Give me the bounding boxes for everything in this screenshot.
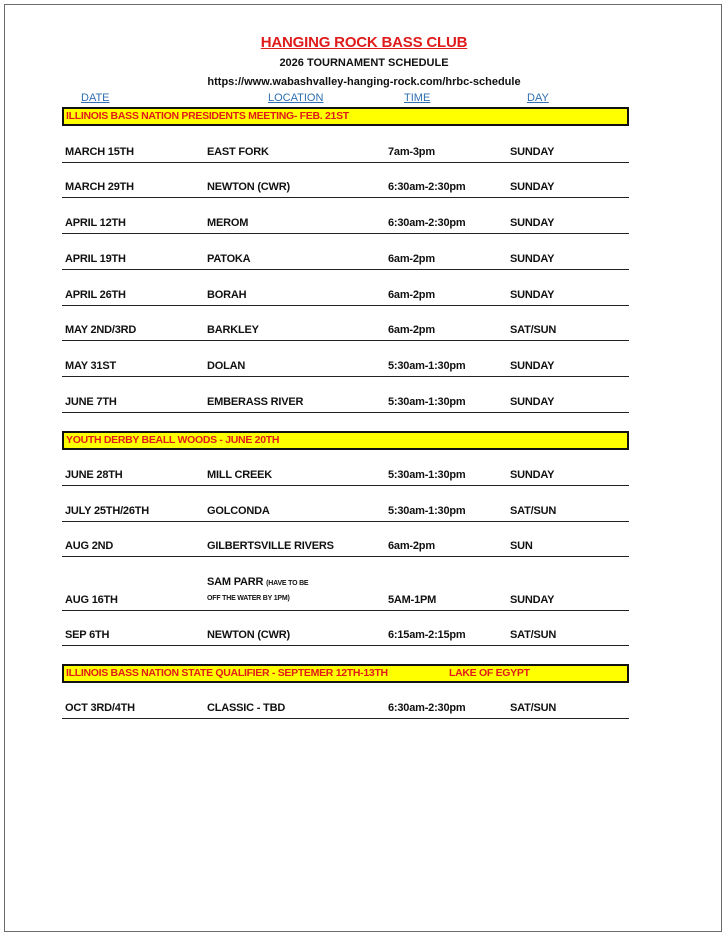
row-day: SAT/SUN — [510, 505, 557, 517]
row-day: SUNDAY — [510, 594, 555, 606]
row-day: SAT/SUN — [510, 324, 557, 336]
table-row — [62, 178, 629, 198]
schedule-url: https://www.wabashvalley-hanging-rock.com/hrbc-schedule — [207, 76, 521, 88]
club-title: HANGING ROCK BASS CLUB — [260, 34, 468, 51]
row-day: SUNDAY — [510, 146, 555, 158]
table-row — [62, 575, 629, 611]
row-time: 6am-2pm — [388, 540, 435, 552]
row-location: CLASSIC - TBD — [207, 702, 286, 714]
row-day: SUN — [510, 540, 533, 552]
table-row — [62, 286, 629, 306]
row-date: MAY 2ND/3RD — [65, 324, 137, 336]
table-row — [62, 626, 629, 646]
row-day: SUNDAY — [510, 396, 555, 408]
row-day: SUNDAY — [510, 360, 555, 372]
row-date: MARCH 29TH — [65, 181, 134, 193]
table-row — [62, 214, 629, 234]
row-time: 6am-2pm — [388, 289, 435, 301]
row-date: APRIL 12TH — [65, 217, 126, 229]
table-row — [62, 321, 629, 341]
row-location: BORAH — [207, 289, 247, 301]
row-date: OCT 3RD/4TH — [65, 702, 135, 714]
table-row — [62, 502, 629, 522]
row-date: AUG 16TH — [65, 594, 118, 606]
row-date: MARCH 15TH — [65, 146, 134, 158]
row-day: SUNDAY — [510, 289, 555, 301]
row-time: 5AM-1PM — [388, 594, 437, 606]
row-date: MAY 31ST — [65, 360, 116, 372]
row-date: JUNE 7TH — [65, 396, 117, 408]
event-banner-youth-derby — [62, 431, 629, 450]
table-row — [62, 250, 629, 270]
row-location: DOLAN — [207, 360, 246, 372]
row-date: JULY 25TH/26TH — [65, 505, 150, 517]
banner-text: YOUTH DERBY BEALL WOODS - JUNE 20TH — [66, 434, 280, 446]
row-time: 6:30am-2:30pm — [388, 702, 466, 714]
row-location: SAM PARR — [207, 576, 264, 588]
row-location: NEWTON (CWR) — [207, 181, 290, 193]
table-row — [62, 466, 629, 486]
row-location: EMBERASS RIVER — [207, 396, 304, 408]
row-time: 5:30am-1:30pm — [388, 505, 466, 517]
row-location-note: (HAVE TO BE — [266, 580, 309, 587]
table-row — [62, 699, 629, 719]
row-date: JUNE 28TH — [65, 469, 123, 481]
column-header-location: LOCATION — [268, 92, 324, 104]
row-time: 6am-2pm — [388, 324, 435, 336]
row-location: NEWTON (CWR) — [207, 629, 290, 641]
banner-text: ILLINOIS BASS NATION STATE QUALIFIER - SEPTEMER 12TH-13TH — [66, 667, 388, 679]
row-location: MILL CREEK — [207, 469, 273, 481]
row-location-block — [207, 575, 308, 606]
row-time: 6:15am-2:15pm — [388, 629, 466, 641]
row-location: GILBERTSVILLE RIVERS — [207, 540, 334, 552]
schedule-title: 2026 TOURNAMENT SCHEDULE — [279, 57, 449, 69]
column-header-time: TIME — [404, 92, 431, 104]
row-day: SUNDAY — [510, 469, 555, 481]
row-day: SAT/SUN — [510, 629, 557, 641]
row-location: GOLCONDA — [207, 505, 270, 517]
table-row — [62, 537, 629, 557]
event-banner-state-qualifier — [62, 664, 629, 683]
row-day: SUNDAY — [510, 217, 555, 229]
table-row — [62, 393, 629, 413]
row-date: SEP 6TH — [65, 629, 110, 641]
row-day: SUNDAY — [510, 253, 555, 265]
column-header-date: DATE — [81, 92, 110, 104]
row-location: EAST FORK — [207, 146, 269, 158]
row-time: 5:30am-1:30pm — [388, 360, 466, 372]
row-time: 6:30am-2:30pm — [388, 181, 466, 193]
row-day: SUNDAY — [510, 181, 555, 193]
row-location-note-line2: OFF THE WATER BY 1PM) — [207, 595, 290, 602]
column-header-day: DAY — [527, 92, 549, 104]
row-day: SAT/SUN — [510, 702, 557, 714]
event-banner-presidents-meeting — [62, 107, 629, 126]
table-row — [62, 143, 629, 163]
banner-text: ILLINOIS BASS NATION PRESIDENTS MEETING- FEB. 21ST — [66, 110, 349, 122]
row-location: MEROM — [207, 217, 249, 229]
row-location: PATOKA — [207, 253, 251, 265]
row-time: 5:30am-1:30pm — [388, 396, 466, 408]
row-date: APRIL 26TH — [65, 289, 126, 301]
row-time: 6am-2pm — [388, 253, 435, 265]
table-row — [62, 357, 629, 377]
row-date: AUG 2ND — [65, 540, 114, 552]
row-time: 6:30am-2:30pm — [388, 217, 466, 229]
row-location: BARKLEY — [207, 324, 259, 336]
banner-location: LAKE OF EGYPT — [449, 667, 530, 679]
row-time: 7am-3pm — [388, 146, 435, 158]
row-date: APRIL 19TH — [65, 253, 126, 265]
row-time: 5:30am-1:30pm — [388, 469, 466, 481]
